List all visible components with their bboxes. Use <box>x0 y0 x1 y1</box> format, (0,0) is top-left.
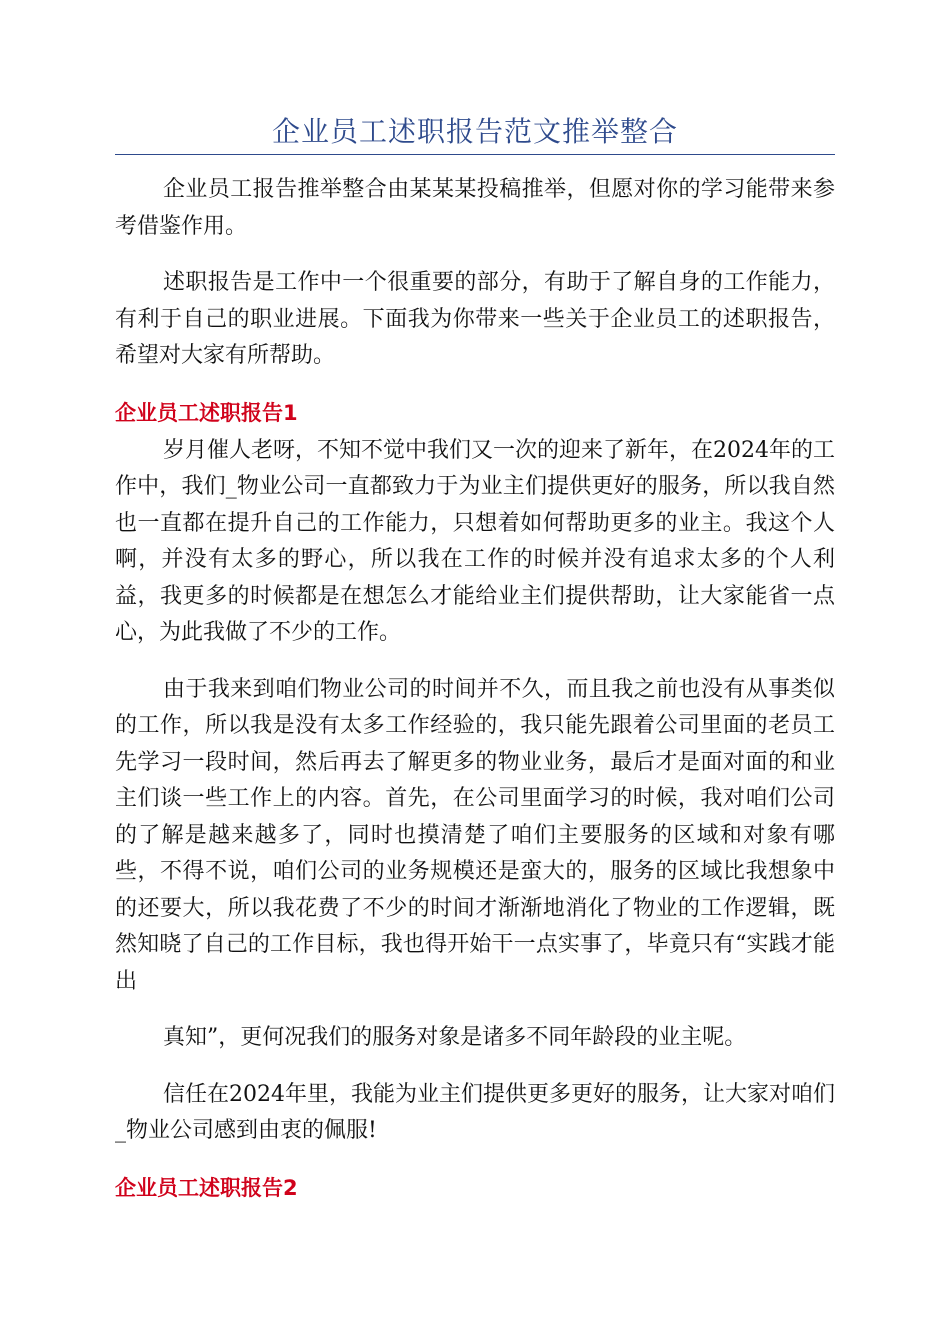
section-heading: 企业员工述职报告2 <box>115 1175 298 1200</box>
intro-paragraph: 述职报告是工作中一个很重要的部分，有助于了解自身的工作能力，有利于自己的职业进展。下面我为你带来一些关于企业员工的述职报告，希望对大家有所帮助。 <box>115 270 835 368</box>
section-paragraph: 真知”，更何况我们的服务对象是诸多不同年龄段的业主呢。 <box>163 1025 747 1050</box>
document-body <box>115 172 835 1208</box>
section-paragraph: 由于我来到咱们物业公司的时间并不久，而且我之前也没有从事类似的工作，所以我是没有太多工作经验的，我只能先跟着公司里面的老员工先学习一段时间，然后再去了解更多的物业业务，最后才是面对面的和业主们谈一些工作上的内容。首先，在公司里面学习的时候，我对咱们公司的了解是越来越多了，同时也摸清楚了咱们主要服务的区域和对象有哪些，不得不说，咱们公司的业务规模还是蛮大的，服务的区域比我想象中的还要大，所以我花费了不少的时间才渐渐地消化了物业的工作逻辑，既然知晓了自己的工作目标，我也得开始干一点实事了，毕竟只有“实践才能出 <box>115 676 835 994</box>
title-divider <box>115 154 835 155</box>
section-paragraph: 信任在2024年里，我能为业主们提供更多更好的服务，让大家对咱们_物业公司感到由衷的佩服! <box>115 1081 835 1143</box>
section-paragraph: 岁月催人老呀，不知不觉中我们又一次的迎来了新年，在2024年的工作中，我们_物业公司一直都致力于为业主们提供更好的服务，所以我自然也一直都在提升自己的工作能力，只想着如何帮助更多的业主。我这个人啊，并没有太多的野心，所以我在工作的时候并没有追求太多的个人利益，我更多的时候都是在想怎么才能给业主们提供帮助，让大家能省一点心，为此我做了不少的工作。 <box>115 437 835 645</box>
intro-paragraph: 企业员工报告推举整合由某某某投稿推举，但愿对你的学习能带来参考借鉴作用。 <box>115 177 835 239</box>
document-title: 企业员工述职报告范文推举整合 <box>271 115 678 148</box>
section-heading: 企业员工述职报告1 <box>115 400 298 425</box>
